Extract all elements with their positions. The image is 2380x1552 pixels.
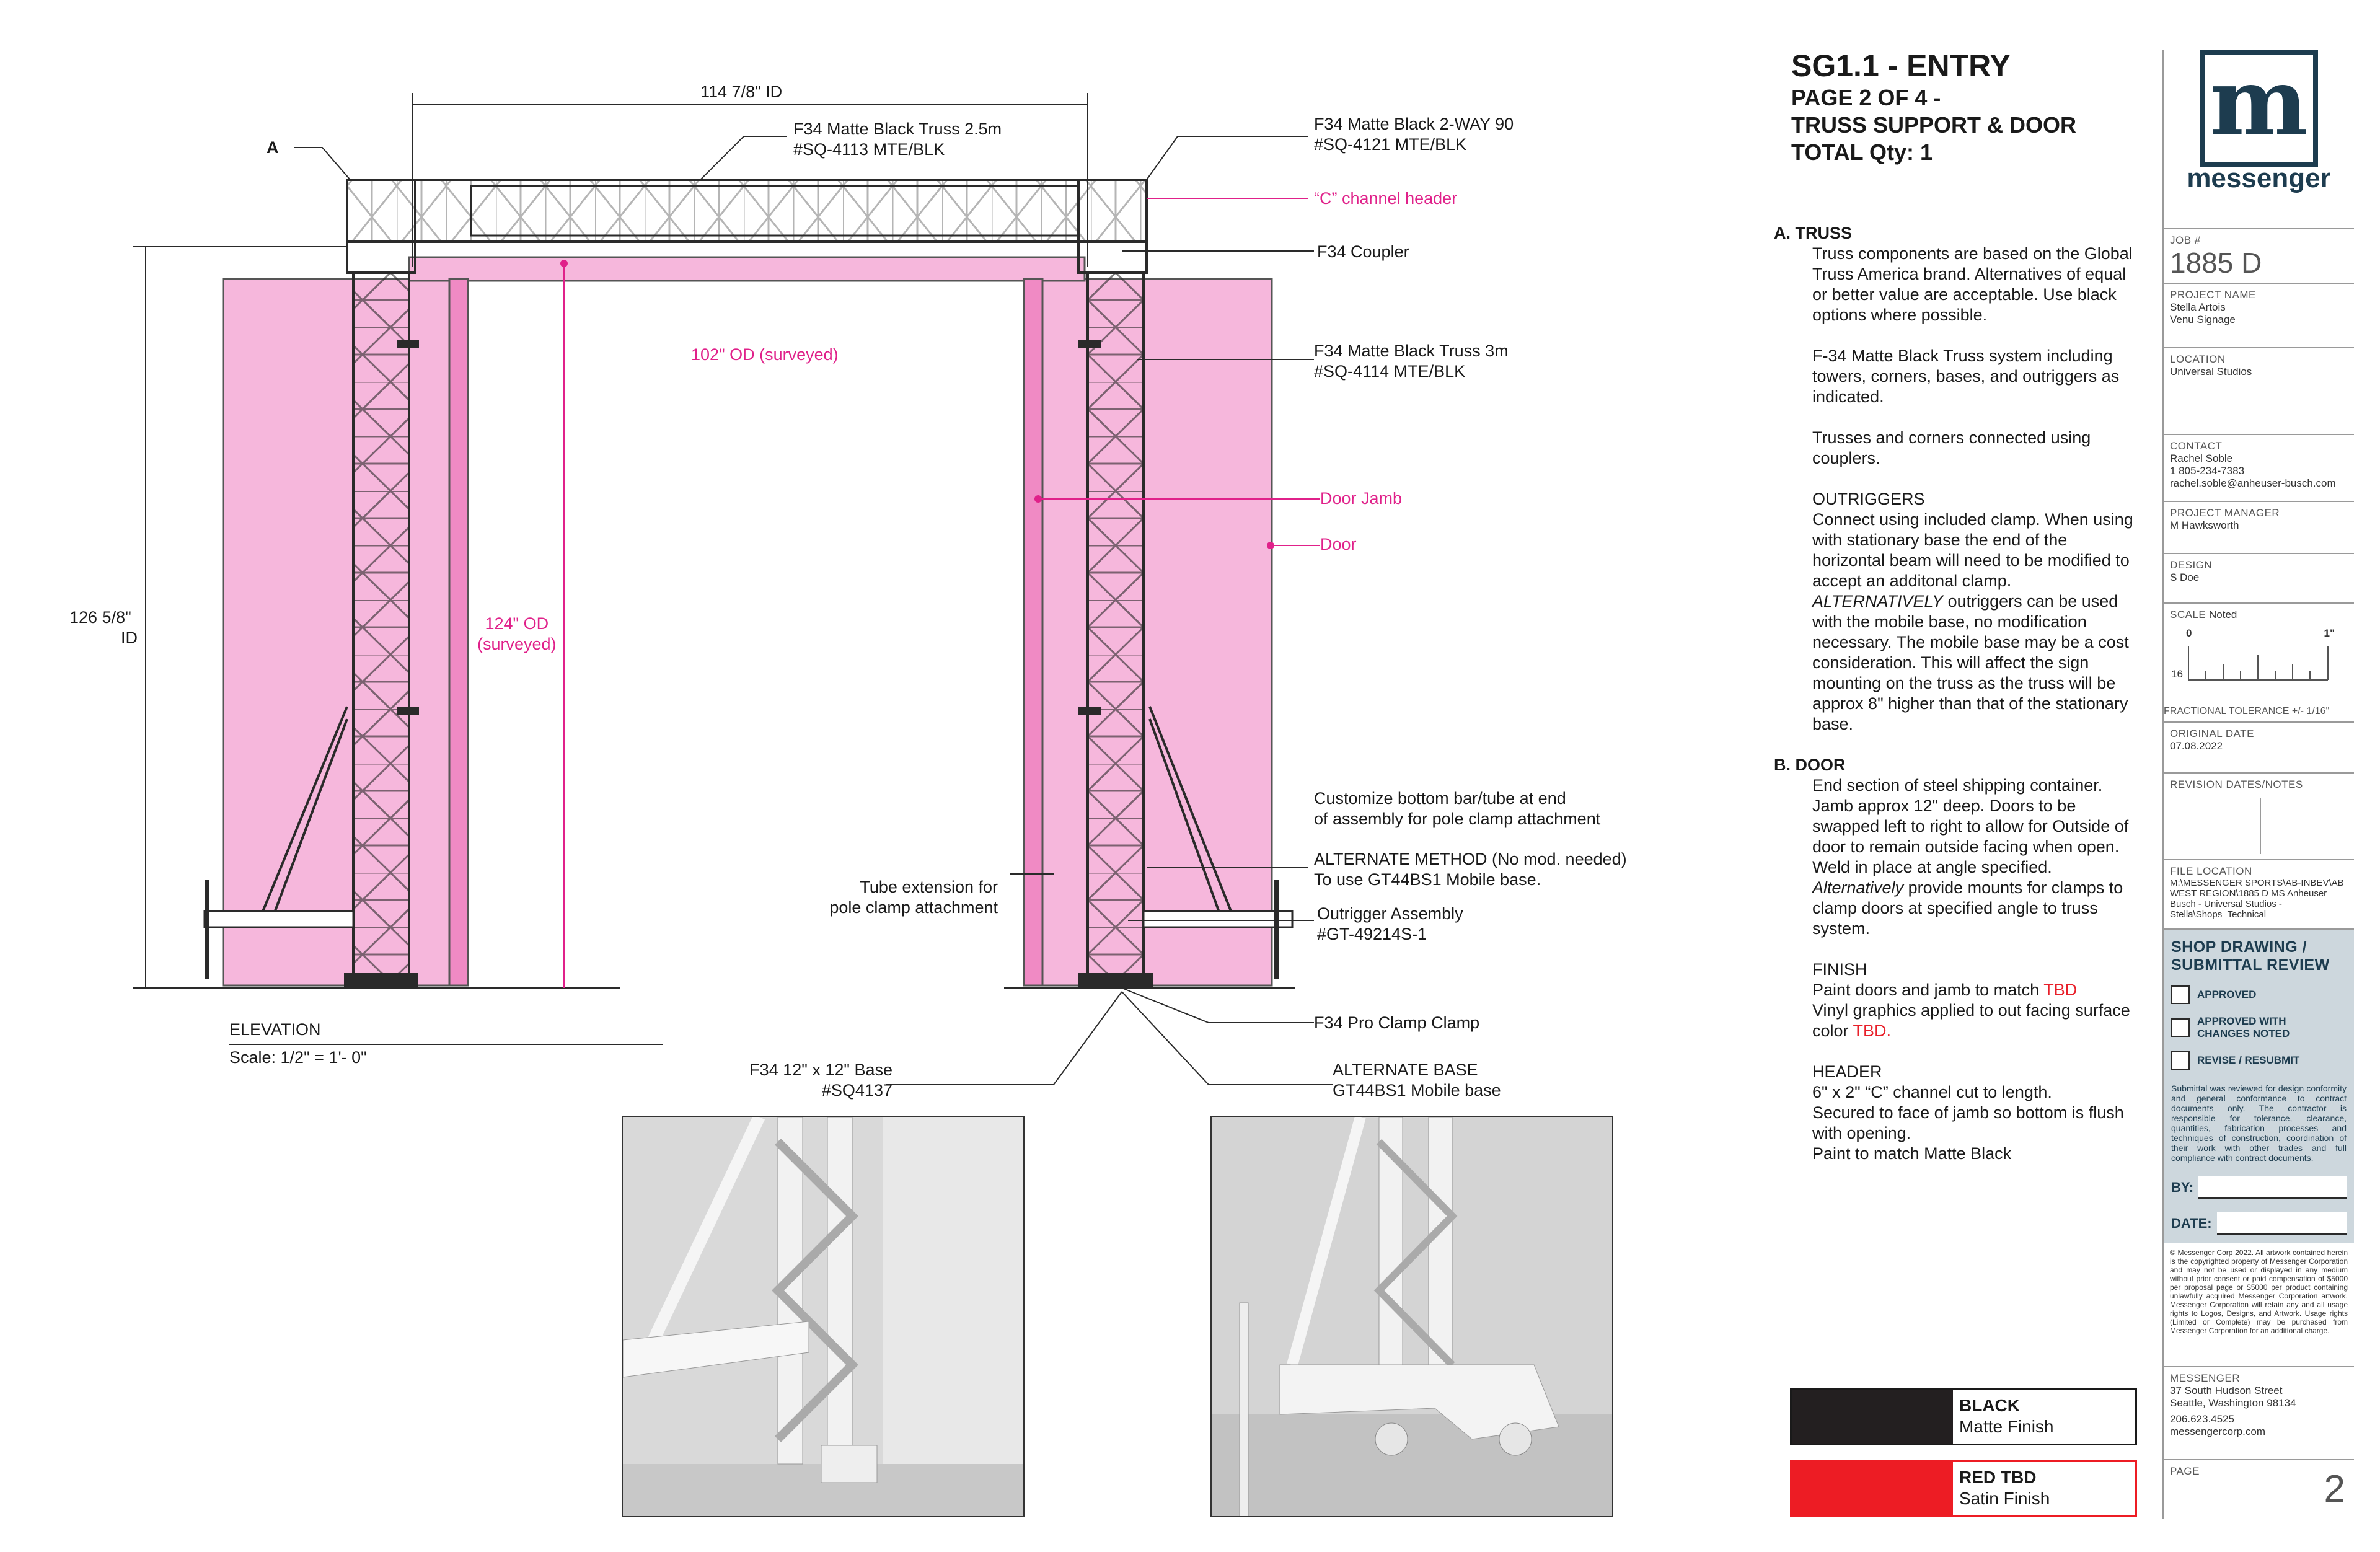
job-number: 1885 D (2170, 247, 2262, 279)
left-door-jamb (449, 279, 468, 985)
pm-section: PROJECT MANAGER M Hawksworth (2164, 502, 2354, 554)
revise-resubmit-checkbox[interactable]: REVISE / RESUBMIT (2171, 1051, 2347, 1070)
elevation-scale: Scale: 1/2" = 1'- 0" (229, 1048, 367, 1067)
callout-od-124: 124" OD (surveyed) (477, 614, 557, 653)
file-location-section: FILE LOCATION M:\MESSENGER SPORTS\AB-INBEV\AB WEST REGION\1885 D MS Anheuser Busch - Universal Studios - Stella\Shops_Technical (2164, 860, 2354, 930)
callout-base: F34 12" x 12" Base #SQ4137 (749, 1060, 892, 1100)
callout-2way: F34 Matte Black 2-WAY 90 #SQ-4121 MTE/BLK (1314, 115, 1514, 154)
notes-header-heading: HEADER (1812, 1062, 1882, 1081)
callout-outrigger: Outrigger Assembly #GT-49214S-1 (1317, 904, 1463, 943)
callout-od-102: 102" OD (surveyed) (691, 345, 839, 364)
submittal-review: SHOP DRAWING / SUBMITTAL REVIEW APPROVED APPROVED WITH CHANGES NOTED REVISE / RESUBMIT Submittal was reviewed for design conformity and general conformance to contract documents only. The contractor is responsible for tolerance, clearance, quantities, fabrication processes and techniques of construction, coordination of their work with other trades and full compliance with contract documents. BY: DATE: (2164, 930, 2354, 1243)
scale-section: SCALE Noted 0 1" 16 FRACTIONAL TOLERANCE +/- 1/16" (2164, 609, 2335, 716)
callout-truss-25: F34 Matte Black Truss 2.5m #SQ-4113 MTE/BLK (793, 120, 1002, 159)
left-door-panel (223, 279, 468, 985)
right-door-panel (1024, 279, 1272, 985)
title-block (2162, 50, 2354, 1519)
location-section: LOCATION Universal Studios (2164, 348, 2354, 435)
page-section: PAGE 2 (2170, 1465, 2345, 1510)
notes-finish-heading: FINISH (1812, 960, 1867, 979)
elevation-title: ELEVATION (229, 1020, 321, 1039)
width-dimension: 114 7/8" ID (700, 82, 783, 101)
review-date-field[interactable]: DATE: (2171, 1212, 2347, 1235)
notes-truss-heading: A. TRUSS (1774, 224, 1853, 242)
swatch-black: BLACK Matte Finish (1790, 1388, 2137, 1445)
detail-render-stationary-base (622, 1116, 1025, 1517)
height-dimension-sub: ID (121, 628, 138, 647)
c-channel-header (409, 257, 1085, 281)
swatch-red-chip (1792, 1462, 1953, 1515)
logo-word: messenger (2187, 163, 2331, 193)
notes-door-heading: B. DOOR (1774, 756, 1846, 774)
contact-section: CONTACT Rachel Soble 1 805-234-7383 rachel.soble@anheuser-busch.com (2164, 435, 2354, 502)
callout-alt-base: ALTERNATE BASE GT44BS1 Mobile base (1333, 1060, 1501, 1100)
callout-c-channel: “C” channel header (1314, 189, 1458, 208)
right-truss-tower (1088, 273, 1144, 985)
logo-mark: m (2200, 50, 2318, 167)
right-base (1078, 973, 1153, 988)
logo-block (2164, 50, 2354, 229)
sheet-title-qty: TOTAL Qty: 1 (1791, 139, 1933, 165)
revision-section: REVISION DATES/NOTES (2164, 774, 2354, 860)
callout-pro-clamp: F34 Pro Clamp Clamp (1314, 1013, 1480, 1032)
top-truss (347, 180, 1147, 242)
ref-a-label: A (267, 138, 279, 157)
design-section: DESIGN S Doe (2164, 554, 2354, 604)
job-section: JOB # 1885 D (2164, 229, 2354, 284)
approved-with-changes-checkbox[interactable]: APPROVED WITH CHANGES NOTED (2171, 1015, 2347, 1040)
scale-ruler: 0 1" 16 (2171, 627, 2335, 680)
orig-date-section: ORIGINAL DATE 07.08.2022 (2164, 721, 2354, 774)
height-dimension: 126 5/8" (69, 608, 131, 627)
sheet-title-page: PAGE 2 OF 4 - (1791, 85, 1941, 110)
approved-checkbox[interactable]: APPROVED (2171, 985, 2347, 1004)
left-base (344, 973, 418, 988)
left-truss-tower (353, 273, 409, 985)
company-section: MESSENGER 37 South Hudson Street Seattle, Washington 98134 206.623.4525 messengercorp.com (2164, 1367, 2354, 1460)
callout-alt-method: ALTERNATE METHOD (No mod. needed) To use GT44BS1 Mobile base. (1314, 850, 1627, 889)
sheet-title-subject: TRUSS SUPPORT & DOOR (1791, 112, 2077, 138)
review-by-field[interactable]: BY: (2171, 1176, 2347, 1199)
project-section: PROJECT NAME Stella Artois Venu Signage (2164, 284, 2354, 348)
right-door-jamb (1024, 279, 1042, 985)
callout-coupler: F34 Coupler (1317, 242, 1409, 261)
callout-door-jamb: Door Jamb (1320, 489, 1403, 508)
notes-outriggers-heading: OUTRIGGERS (1812, 490, 1925, 508)
swatch-red: RED TBD Satin Finish (1790, 1460, 2137, 1517)
sheet-title-main: SG1.1 - ENTRY (1791, 48, 2011, 83)
detail-render-mobile-base (1210, 1116, 1613, 1517)
spec-notes: A. TRUSS Truss components are based on the Global Truss America brand. Alternatives of equal or better value are acceptable. Use black options where possible. F-34 Matte Black Truss system including towers, corners, bases, and outriggers as indicated. Trusses and corners connected using couplers. OUTRIGGERS Connect using included clamp. When using with stationary base the end of the horizontal beam will need to be modified to accept an additonal clamp. ALTERNATIVELY outriggers can be used with the mobile base, no modification necessary. The mobile base may be a cost consideration. This will affect the sign mounting on the truss as the truss will be approx 8" higher than that of the stationary base. B. DOOR End section of steel shipping container. Jamb approx 12" deep. Doors to be swapped left to right to allow for Outside of door to remain outside facing when open. Weld in place at angle specified. Alternatively provide mounts for clamps to clamp doors at specified angle to truss system. FINISH Paint doors and jamb to match TBD Vinyl graphics applied to out facing surface color TBD. HEADER 6" x 2" “C” channel cut to length. Secured to face of jamb so bottom is flush with opening. Paint to match Matte Black (1790, 223, 2143, 1164)
callout-door: Door (1320, 535, 1357, 553)
callout-truss-3: F34 Matte Black Truss 3m #SQ-4114 MTE/BLK (1314, 342, 1509, 381)
callout-customize: Customize bottom bar/tube at end of assembly for pole clamp attachment (1314, 789, 1601, 828)
callout-tube-extension: Tube extension for pole clamp attachment (829, 878, 998, 917)
swatch-black-chip (1792, 1390, 1953, 1444)
sheet-title (1791, 47, 2076, 166)
copyright-section: © Messenger Corp 2022. All artwork contained herein is the copyrighted property of Messenger Corporation and may not be used or displayed in any medium without prior consent or paid compensation of $5000 per proposal page or $5000 per product containing unlawfully acquired Messenger Corporation artwork. Messenger Corporation will retain any and all usage rights to Logos, Designs, and Artwork. Usage rights (Limited or Complete) may be purchased from Messenger Corporation for an additional charge. (2164, 1243, 2354, 1367)
page-number: 2 (2324, 1468, 2345, 1510)
